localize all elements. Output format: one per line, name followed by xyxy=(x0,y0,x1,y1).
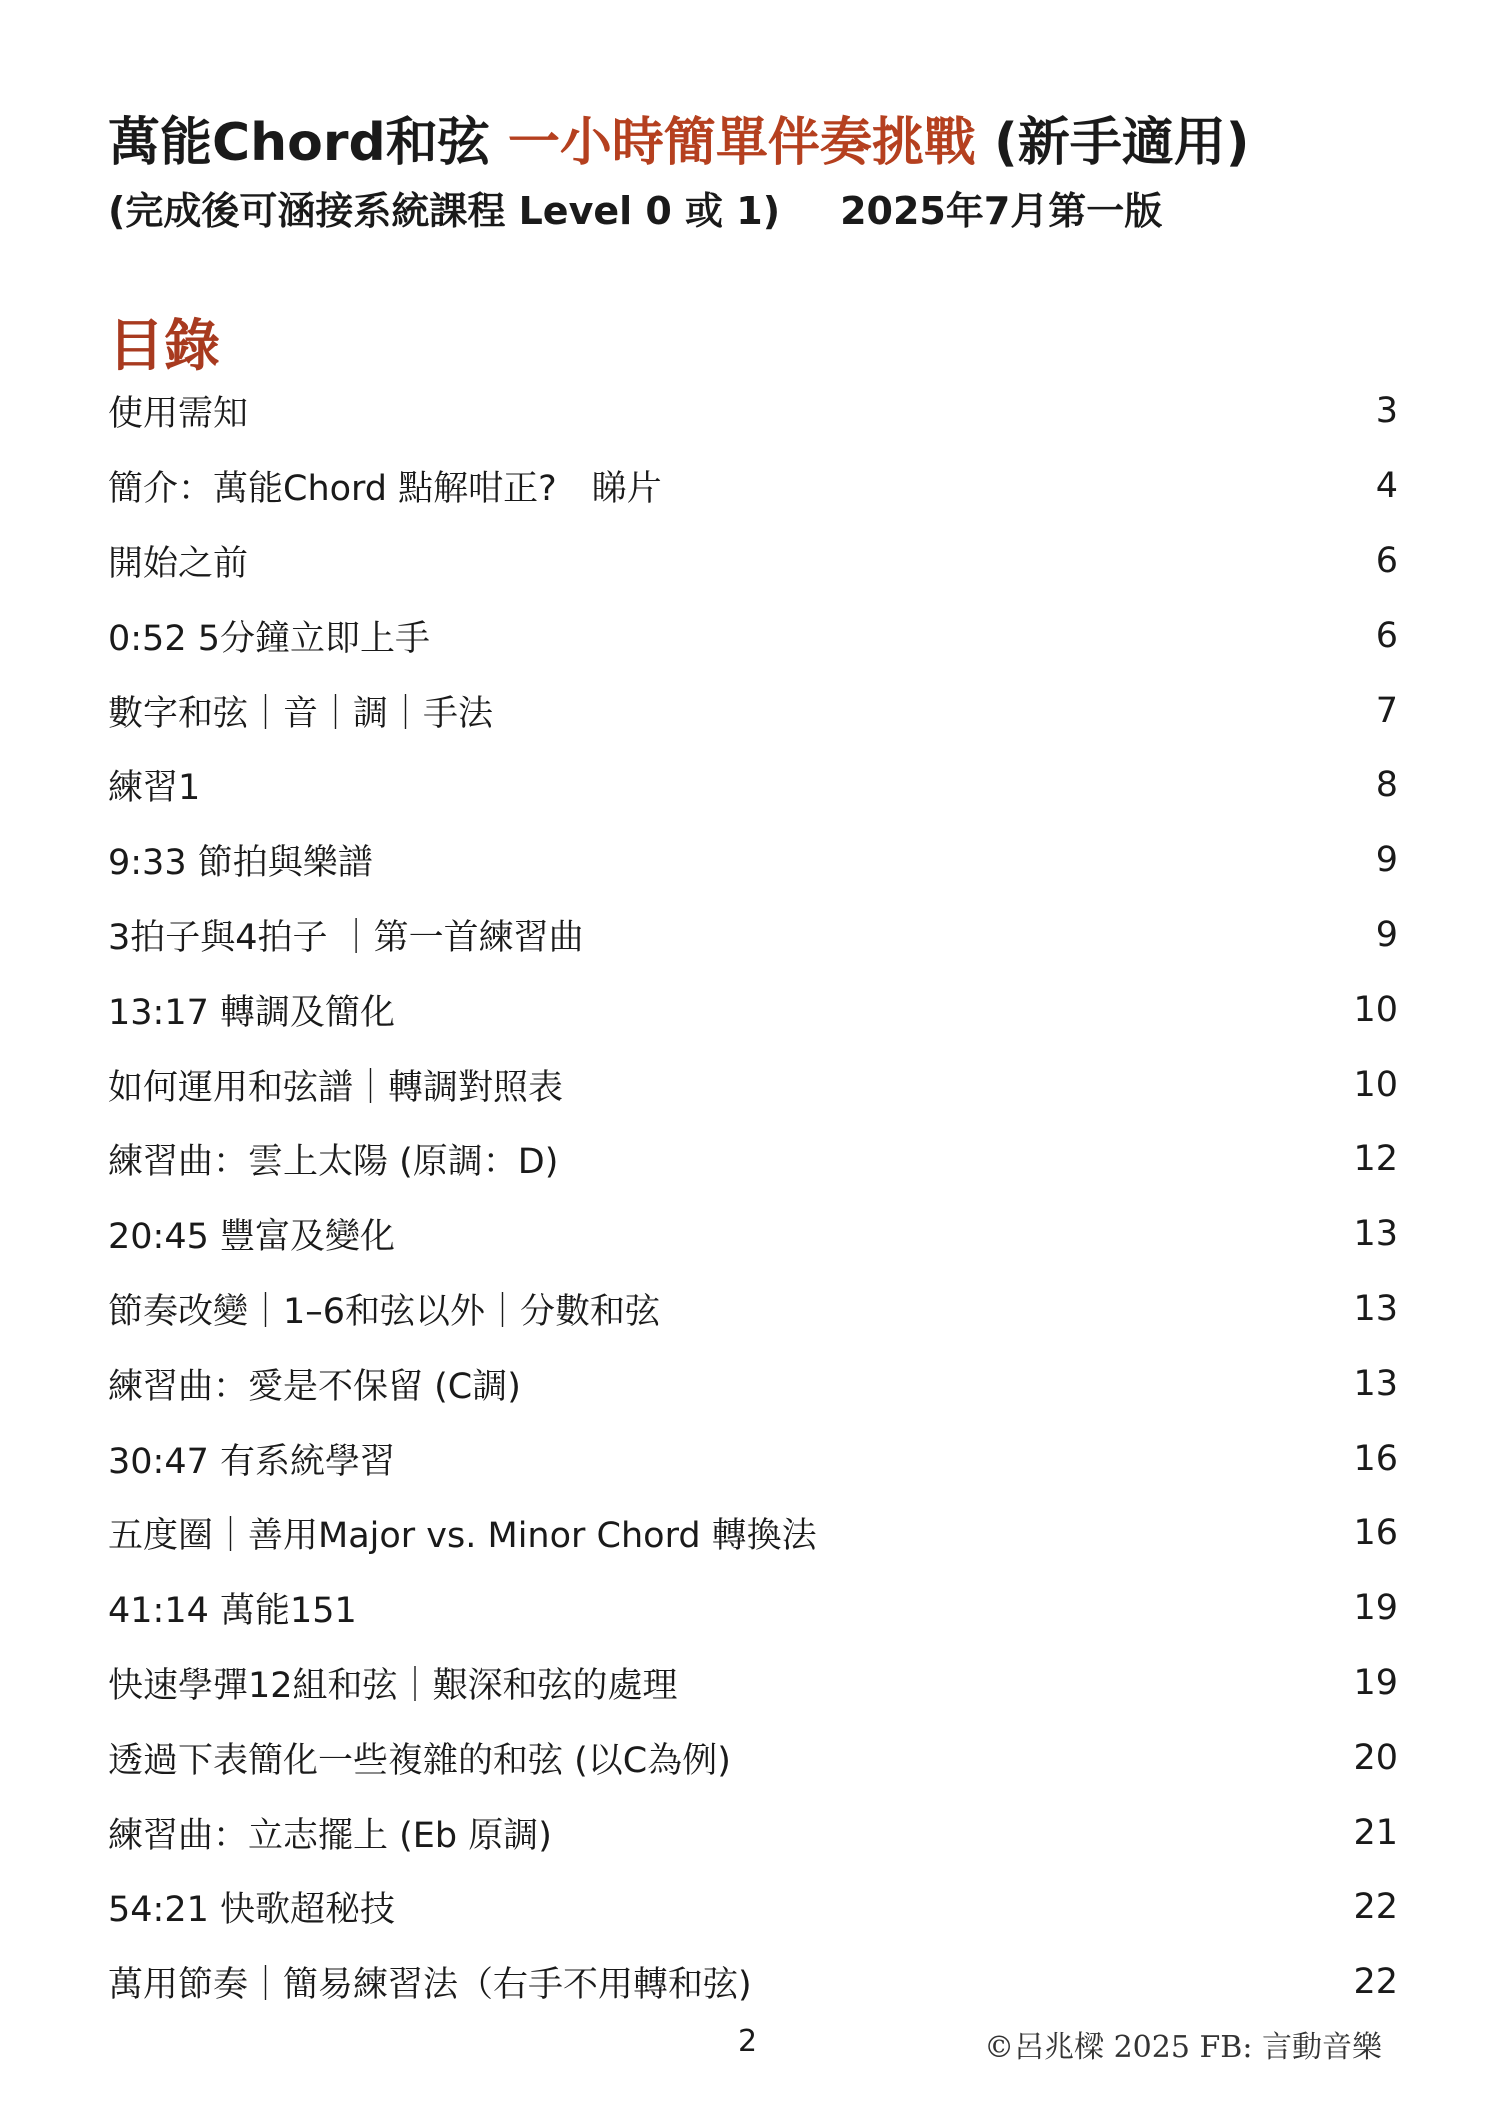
toc-entry-label: 20:45 豐富及變化 xyxy=(108,1217,395,1258)
toc-entry[interactable] xyxy=(108,1646,1398,1721)
toc-entry-page: 12 xyxy=(1353,1139,1398,1180)
toc-entry-page: 13 xyxy=(1353,1363,1398,1404)
edition-label: 2025年7月第一版 xyxy=(840,189,1163,233)
title-part-1: 萬能Chord和弦 xyxy=(108,113,508,173)
toc-entry[interactable] xyxy=(108,374,1398,449)
document-subtitle xyxy=(108,180,1162,235)
toc-entry-label: 30:47 有系統學習 xyxy=(108,1441,395,1482)
toc-entry-label: 萬用節奏｜簡易練習法（右手不用轉和弦) xyxy=(108,1965,752,2006)
toc-entry-label: 開始之前 xyxy=(108,543,249,584)
toc-entry-label: 0:52 5分鐘立即上手 xyxy=(108,618,430,659)
toc-entry-page: 13 xyxy=(1353,1214,1398,1255)
toc-entry-label: 54:21 快歌超秘技 xyxy=(108,1890,395,1931)
toc-entry-page: 6 xyxy=(1375,540,1398,581)
toc-entry[interactable] xyxy=(108,1870,1398,1945)
toc-entry-page: 9 xyxy=(1375,914,1398,955)
subtitle-course-note: (完成後可涵接系統課程 Level 0 或 1) xyxy=(108,189,781,233)
toc-entry-label: 快速學彈12組和弦｜艱深和弦的處理 xyxy=(108,1665,678,1706)
toc-entry[interactable] xyxy=(108,1795,1398,1870)
toc-entry[interactable] xyxy=(108,898,1398,973)
toc-entry-page: 9 xyxy=(1375,840,1398,881)
toc-entry[interactable] xyxy=(108,673,1398,748)
toc-entry[interactable] xyxy=(108,1197,1398,1272)
toc-entry-label: 如何運用和弦譜｜轉調對照表 xyxy=(108,1067,564,1108)
toc-entry-label: 節奏改變｜1–6和弦以外｜分數和弦 xyxy=(108,1291,661,1332)
toc-entry-label: 簡介：萬能Chord 點解咁正? 睇片 xyxy=(108,469,662,510)
title-accent: 一小時簡單伴奏挑戰 xyxy=(507,113,976,173)
toc-entry-label: 3拍子與4拍子 ｜第一首練習曲 xyxy=(108,917,584,958)
footer-credit: ©呂兆樑 2025 FB: 言動音樂 xyxy=(984,2030,1382,2065)
toc-entry-label: 五度圈｜善用Major vs. Minor Chord 轉換法 xyxy=(108,1516,817,1557)
toc-entry-label: 41:14 萬能151 xyxy=(108,1591,357,1632)
toc-entry-label: 練習1 xyxy=(108,768,201,809)
toc-entry-page: 19 xyxy=(1353,1588,1398,1629)
toc-entry-label: 練習曲：愛是不保留 (C調) xyxy=(108,1366,521,1407)
toc-entry-page: 16 xyxy=(1353,1513,1398,1554)
toc-entry-label: 9:33 節拍與樂譜 xyxy=(108,843,373,884)
toc-entry-page: 21 xyxy=(1353,1812,1398,1853)
toc-entry[interactable] xyxy=(108,1272,1398,1347)
toc-entry-page: 22 xyxy=(1353,1962,1398,2003)
toc-entry[interactable] xyxy=(108,1571,1398,1646)
toc-entry-label: 練習曲：立志擺上 (Eb 原調) xyxy=(108,1815,552,1856)
toc-entry-label: 練習曲：雲上太陽 (原調：D) xyxy=(108,1142,559,1183)
toc-entry-label: 透過下表簡化一些複雜的和弦 (以C為例) xyxy=(108,1740,731,1781)
document-title xyxy=(108,100,1250,175)
toc-entry-label: 數字和弦｜音｜調｜手法 xyxy=(108,693,494,734)
toc-entry-page: 19 xyxy=(1353,1662,1398,1703)
toc-entry-label: 13:17 轉調及簡化 xyxy=(108,992,395,1033)
toc-entry-page: 10 xyxy=(1353,989,1398,1030)
toc-entry[interactable] xyxy=(108,823,1398,898)
toc-entry[interactable] xyxy=(108,1346,1398,1421)
toc-entry[interactable] xyxy=(108,1945,1398,2020)
table-of-contents xyxy=(108,374,1398,2020)
toc-entry-page: 20 xyxy=(1353,1737,1398,1778)
toc-entry[interactable] xyxy=(108,1047,1398,1122)
toc-entry-page: 7 xyxy=(1375,690,1398,731)
page-number: 2 xyxy=(738,2024,758,2059)
toc-entry-page: 16 xyxy=(1353,1438,1398,1479)
toc-entry[interactable] xyxy=(108,748,1398,823)
toc-entry-page: 10 xyxy=(1353,1064,1398,1105)
toc-entry[interactable] xyxy=(108,972,1398,1047)
toc-entry[interactable] xyxy=(108,1496,1398,1571)
toc-entry[interactable] xyxy=(108,1720,1398,1795)
toc-entry-label: 使用需知 xyxy=(108,394,249,435)
toc-entry[interactable] xyxy=(108,1122,1398,1197)
toc-entry[interactable] xyxy=(108,449,1398,524)
title-part-2: (新手適用) xyxy=(975,113,1250,173)
toc-entry-page: 4 xyxy=(1375,466,1398,507)
toc-entry-page: 3 xyxy=(1375,391,1398,432)
toc-entry-page: 13 xyxy=(1353,1288,1398,1329)
toc-entry[interactable] xyxy=(108,1421,1398,1496)
toc-entry-page: 8 xyxy=(1375,765,1398,806)
toc-entry[interactable] xyxy=(108,598,1398,673)
toc-heading: 目錄 xyxy=(108,314,220,379)
toc-entry[interactable] xyxy=(108,524,1398,599)
toc-entry-page: 22 xyxy=(1353,1887,1398,1928)
toc-entry-page: 6 xyxy=(1375,615,1398,656)
